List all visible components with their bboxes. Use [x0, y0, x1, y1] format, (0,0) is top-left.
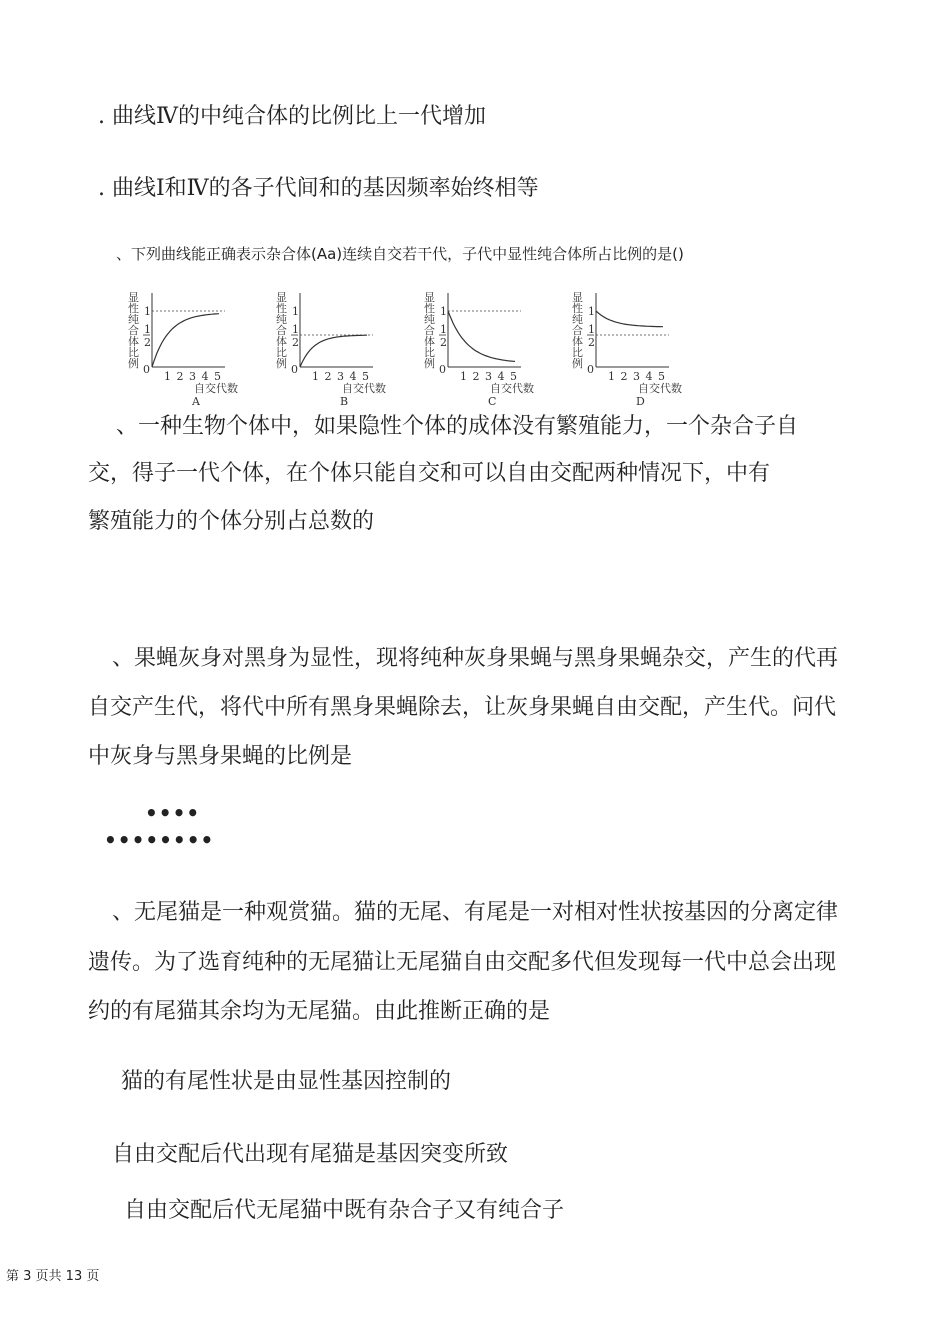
graph-origin: 0	[587, 363, 594, 376]
graph-x-label: 自交代数	[638, 382, 682, 395]
graph-x-tick: 5	[214, 370, 221, 383]
answer-option-1: 猫的有尾性状是由显性基因控制的	[121, 1069, 452, 1094]
graph-x-label: 自交代数	[342, 382, 386, 395]
graph-ylabel-char: 显	[128, 291, 139, 304]
graph-panel-b	[276, 291, 386, 408]
graph-origin: 0	[291, 363, 298, 376]
graph-y-half-numerator: 1	[144, 323, 151, 336]
graph-ylabel-char: 合	[572, 324, 583, 337]
graph-origin: 0	[439, 363, 446, 376]
graph-ylabel-char: 体	[572, 335, 583, 348]
graph-ylabel-char: 比	[276, 346, 287, 359]
graph-y-tick-1: 1	[144, 305, 151, 318]
question-tailless-cat-line-1: 、无尾猫是一种观赏猫。猫的无尾、有尾是一对相对性状按基因的分离定律	[112, 900, 839, 925]
graph-y-half-numerator: 1	[292, 323, 299, 336]
graph-ylabel-char: 例	[572, 357, 583, 370]
graph-ylabel-char: 体	[276, 335, 287, 348]
graph-ylabel-char: 合	[128, 324, 139, 337]
graph-ylabel-char: 纯	[424, 313, 435, 326]
graph-y-half-numerator: 1	[588, 323, 595, 336]
answer-graphs	[120, 275, 720, 415]
question-fruitfly-line-2: 自交产生代，将代中所有黑身果蝇除去，让灰身果蝇自由交配，产生代。问代	[88, 695, 837, 720]
graph-ylabel-char: 比	[128, 346, 139, 359]
graph-ylabel-char: 体	[128, 335, 139, 348]
graph-y-half-denominator: 2	[440, 336, 447, 349]
graph-ylabel-char: 合	[424, 324, 435, 337]
graph-panel-label: D	[636, 395, 645, 408]
graph-ylabel-char: 显	[572, 291, 583, 304]
graph-y-half-denominator: 2	[588, 336, 595, 349]
graph-x-tick: 4	[497, 370, 505, 383]
graph-panel-label: A	[192, 395, 200, 408]
graph-y-half-numerator: 1	[440, 323, 447, 336]
graph-ylabel-char: 体	[424, 335, 435, 348]
graph-curve	[448, 311, 515, 361]
graph-x-tick: 5	[510, 370, 517, 383]
graph-panel-c	[424, 291, 534, 408]
graph-curve	[152, 314, 219, 367]
question-tailless-cat-line-3: 约的有尾猫其余均为无尾猫。由此推断正确的是	[88, 999, 551, 1024]
graph-ylabel-char: 性	[572, 302, 583, 315]
option-c-line: . 曲线Ⅳ的中纯合体的比例比上一代增加	[98, 104, 486, 129]
graph-x-tick: 1	[164, 370, 171, 383]
question-recessive-paragraph-line-1: 、一种生物个体中，如果隐性个体的成体没有繁殖能力，一个杂合子自	[116, 414, 799, 439]
graph-y-half-denominator: 2	[144, 336, 151, 349]
graph-x-tick: 5	[362, 370, 369, 383]
graph-y-tick-1: 1	[440, 305, 447, 318]
graph-panel-a	[128, 291, 238, 408]
graph-ylabel-char: 显	[276, 291, 287, 304]
graph-x-tick: 3	[633, 370, 640, 383]
graph-ylabel-char: 比	[424, 346, 435, 359]
question-fruitfly-line-3: 中灰身与黑身果蝇的比例是	[88, 744, 353, 769]
graph-curve	[596, 311, 663, 327]
graph-x-tick: 1	[312, 370, 319, 383]
graph-ylabel-char: 比	[572, 346, 583, 359]
graph-ylabel-char: 性	[128, 302, 139, 315]
question-fruitfly-line-1: 、果蝇灰身对黑身为显性，现将纯种灰身果蝇与黑身果蝇杂交，产生的代再	[112, 646, 839, 671]
graph-y-half-denominator: 2	[292, 336, 299, 349]
graph-x-tick: 4	[645, 370, 653, 383]
graph-y-tick-1: 1	[588, 305, 595, 318]
graph-panel-label: B	[340, 395, 349, 408]
graph-ylabel-char: 例	[276, 357, 287, 370]
graph-ylabel-char: 纯	[128, 313, 139, 326]
question-recessive-paragraph-line-3: 繁殖能力的个体分别占总数的	[88, 509, 375, 534]
graph-x-tick: 1	[460, 370, 467, 383]
graph-x-tick: 4	[349, 370, 357, 383]
graph-x-tick: 3	[189, 370, 196, 383]
question-curve-selection: 、下列曲线能正确表示杂合体(Aa)连续自交若干代，子代中显性纯合体所占比例的是()	[116, 245, 684, 263]
graph-x-tick: 5	[658, 370, 665, 383]
answer-option-2: 自由交配后代出现有尾猫是基因突变所致	[112, 1142, 509, 1167]
graph-ylabel-char: 合	[276, 324, 287, 337]
graph-x-tick: 3	[337, 370, 344, 383]
graph-curve	[300, 335, 367, 367]
graph-x-tick: 2	[472, 370, 480, 383]
graph-ylabel-char: 性	[424, 302, 435, 315]
graph-ylabel-char: 例	[424, 357, 435, 370]
graph-x-label: 自交代数	[194, 382, 238, 395]
graph-x-tick: 4	[201, 370, 209, 383]
graph-ylabel-char: 纯	[572, 313, 583, 326]
question-recessive-paragraph-line-2: 交，得子一代个体，在个体只能自交和可以自由交配两种情况下，中有	[88, 461, 771, 486]
graph-y-tick-1: 1	[292, 305, 299, 318]
graph-origin: 0	[143, 363, 150, 376]
graph-x-tick: 2	[620, 370, 628, 383]
emphasis-dots-row-1: ••••	[145, 801, 201, 825]
graph-x-label: 自交代数	[490, 382, 534, 395]
graph-x-tick: 1	[608, 370, 615, 383]
graph-x-tick: 2	[176, 370, 184, 383]
graph-ylabel-char: 例	[128, 357, 139, 370]
question-tailless-cat-line-2: 遗传。为了选育纯种的无尾猫让无尾猫自由交配多代但发现每一代中总会出现	[88, 950, 837, 975]
graph-ylabel-char: 性	[276, 302, 287, 315]
option-d-line: . 曲线Ⅰ和Ⅳ的各子代间和的基因频率始终相等	[98, 176, 539, 201]
graph-panel-label: C	[488, 395, 497, 408]
graph-x-tick: 2	[324, 370, 332, 383]
graph-ylabel-char: 纯	[276, 313, 287, 326]
graph-panel-d	[572, 291, 682, 408]
answer-option-3: 自由交配后代无尾猫中既有杂合子又有纯合子	[124, 1198, 565, 1223]
emphasis-dots-row-2: ••••••••	[104, 828, 215, 852]
graph-x-tick: 3	[485, 370, 492, 383]
graph-ylabel-char: 显	[424, 291, 435, 304]
page-footer: 第 3 页共 13 页	[6, 1269, 100, 1284]
